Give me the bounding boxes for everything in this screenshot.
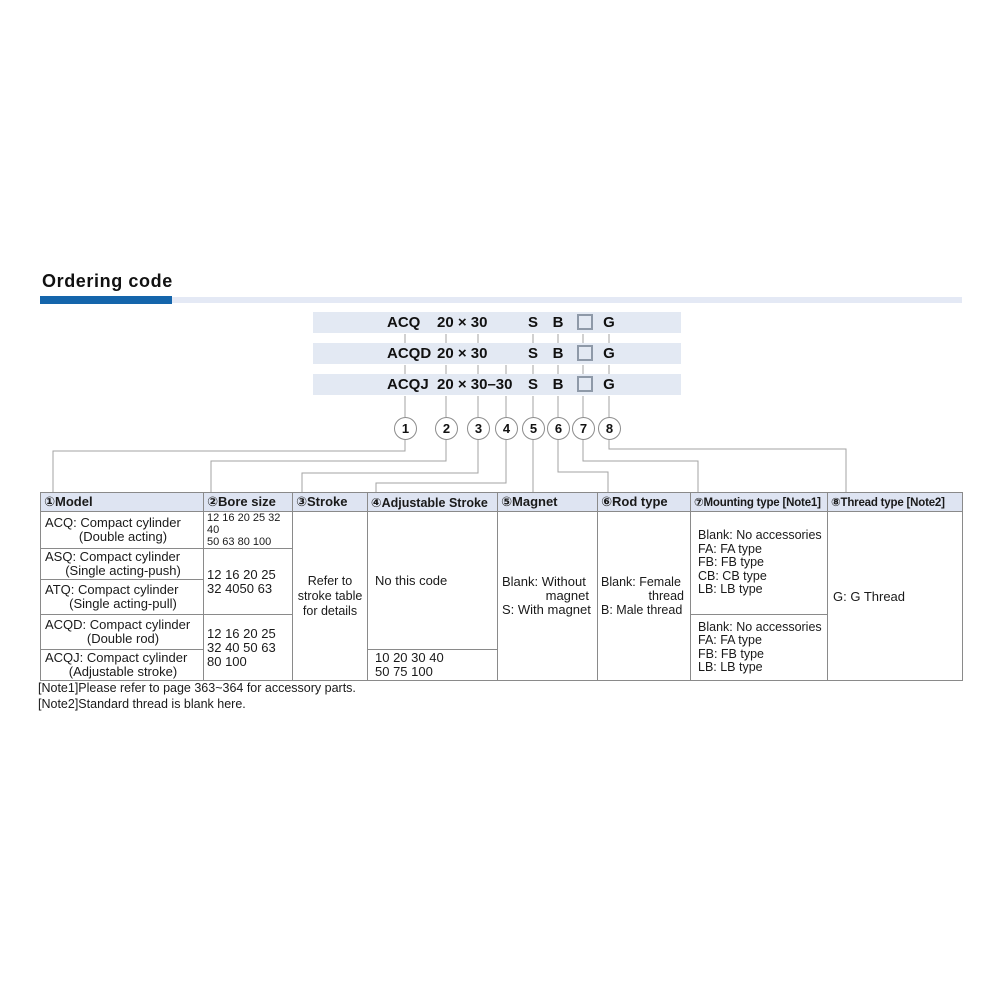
mounting-line: Blank: No accessories bbox=[698, 619, 822, 634]
stroke-line: Refer to bbox=[307, 573, 353, 588]
model-cell-asq bbox=[41, 549, 204, 580]
mounting-line: Blank: No accessories bbox=[698, 528, 822, 543]
footnote-2: [Note2]Standard thread is blank here. bbox=[38, 697, 246, 711]
callout-7: 7 bbox=[572, 417, 595, 440]
ordering-code-table bbox=[40, 492, 963, 681]
footnotes bbox=[38, 680, 356, 712]
rod-line: thread bbox=[648, 589, 684, 603]
model-name: ACQJ: Compact cylinder bbox=[45, 650, 188, 665]
adjustable-stroke-line: 50 75 100 bbox=[375, 664, 433, 679]
header-model: ①Model bbox=[41, 493, 204, 512]
magnet-line: magnet bbox=[545, 588, 589, 603]
model-cell-acqj bbox=[41, 650, 204, 681]
model-sub: (Single acting-push) bbox=[65, 563, 181, 578]
rod-type-cell bbox=[598, 512, 691, 681]
blank-option-box-icon bbox=[577, 314, 593, 330]
rod-line: Blank: Female bbox=[601, 575, 681, 589]
stroke-line: stroke table bbox=[297, 588, 363, 603]
adjustable-stroke-line: 10 20 30 40 bbox=[375, 650, 444, 665]
adjustable-stroke-cell-bottom bbox=[368, 650, 498, 681]
footnote-1: [Note1]Please refer to page 363~364 for accessory parts. bbox=[38, 681, 356, 695]
mounting-type-cell-top bbox=[691, 512, 828, 615]
code-thread: G bbox=[603, 314, 615, 331]
mounting-line: FA: FA type bbox=[698, 541, 762, 556]
callout-5: 5 bbox=[522, 417, 545, 440]
model-sub: (Adjustable stroke) bbox=[68, 664, 178, 679]
model-cell-acqd bbox=[41, 615, 204, 650]
stroke-line: for details bbox=[302, 603, 358, 618]
code-rod: B bbox=[552, 345, 564, 362]
stroke-cell bbox=[293, 512, 368, 681]
magnet-cell bbox=[498, 512, 598, 681]
callout-8: 8 bbox=[598, 417, 621, 440]
model-sub: (Double rod) bbox=[86, 631, 160, 646]
model-sub: (Double acting) bbox=[78, 529, 168, 544]
blank-option-box-icon bbox=[577, 345, 593, 361]
callout-6: 6 bbox=[547, 417, 570, 440]
model-name: ACQD: Compact cylinder bbox=[45, 617, 191, 632]
bore-line: 32 4050 63 bbox=[207, 580, 273, 596]
callout-2: 2 bbox=[435, 417, 458, 440]
mounting-line: FB: FB type bbox=[698, 646, 764, 661]
bore-size-cell-acqd-acqj bbox=[204, 615, 293, 681]
ordering-code-row-acqj bbox=[313, 374, 681, 395]
adjustable-stroke-cell-top: No this code bbox=[368, 512, 498, 650]
model-cell-atq bbox=[41, 580, 204, 615]
callout-4: 4 bbox=[495, 417, 518, 440]
header-rod-type: ⑥Rod type bbox=[598, 493, 691, 512]
model-sub: (Single acting-pull) bbox=[69, 596, 177, 611]
thread-type-cell: G: G Thread bbox=[828, 512, 963, 681]
table-row-acq bbox=[41, 512, 963, 549]
mounting-line: LB: LB type bbox=[698, 660, 763, 674]
model-name: ACQ: Compact cylinder bbox=[45, 515, 181, 530]
code-model: ACQD bbox=[387, 345, 432, 362]
bore-size-cell-acq bbox=[204, 512, 293, 549]
code-magnet: S bbox=[527, 376, 538, 393]
bore-line: 12 16 20 25 32 40 bbox=[207, 512, 281, 536]
bore-line: 12 16 20 25 bbox=[207, 625, 276, 641]
model-name: ASQ: Compact cylinder bbox=[45, 549, 181, 564]
mounting-line: FB: FB type bbox=[698, 555, 764, 570]
callout-1: 1 bbox=[394, 417, 417, 440]
header-stroke: ③Stroke bbox=[293, 493, 368, 512]
page-title: Ordering code bbox=[42, 271, 173, 291]
bore-line: 32 40 50 63 bbox=[207, 639, 276, 655]
ordering-code-row-acq bbox=[313, 312, 681, 333]
header-mounting-type: ⑦Mounting type [Note1] bbox=[691, 493, 828, 512]
code-size: 20 × 30 bbox=[437, 314, 488, 331]
blank-option-box-icon bbox=[577, 376, 593, 392]
code-model: ACQ bbox=[387, 314, 421, 331]
rod-line: B: Male thread bbox=[601, 603, 683, 617]
header-bore-size: ②Bore size bbox=[204, 493, 293, 512]
magnet-line: S: With magnet bbox=[502, 602, 591, 617]
bore-line: 50 63 80 100 bbox=[207, 536, 272, 548]
mounting-line: LB: LB type bbox=[698, 582, 763, 597]
code-rod: B bbox=[552, 314, 564, 331]
magnet-line: Blank: Without bbox=[502, 574, 586, 589]
title-accent-bar bbox=[40, 296, 172, 304]
code-size: 20 × 30 bbox=[437, 345, 488, 362]
code-model: ACQJ bbox=[387, 376, 429, 393]
bore-line: 12 16 20 25 bbox=[207, 566, 276, 582]
code-thread: G bbox=[603, 376, 615, 393]
mounting-type-cell-bottom bbox=[691, 615, 828, 681]
model-cell-acq bbox=[41, 512, 204, 549]
header-thread-type: ⑧Thread type [Note2] bbox=[828, 493, 963, 512]
code-rod: B bbox=[552, 376, 564, 393]
code-magnet: S bbox=[527, 345, 538, 362]
bore-line: 80 100 bbox=[207, 653, 247, 669]
mounting-line: CB: CB type bbox=[698, 568, 767, 583]
model-name: ATQ: Compact cylinder bbox=[45, 582, 179, 597]
code-thread: G bbox=[603, 345, 615, 362]
header-adjustable-stroke: ④Adjustable Stroke bbox=[368, 493, 498, 512]
code-size: 20 × 30–30 bbox=[437, 376, 513, 393]
header-magnet: ⑤Magnet bbox=[498, 493, 598, 512]
callout-3: 3 bbox=[467, 417, 490, 440]
bore-size-cell-asq-atq bbox=[204, 549, 293, 615]
mounting-line: FA: FA type bbox=[698, 633, 762, 647]
title-accent-bar-light bbox=[172, 297, 962, 303]
code-magnet: S bbox=[527, 314, 538, 331]
table-header-row bbox=[41, 493, 963, 512]
ordering-code-row-acqd bbox=[313, 343, 681, 364]
